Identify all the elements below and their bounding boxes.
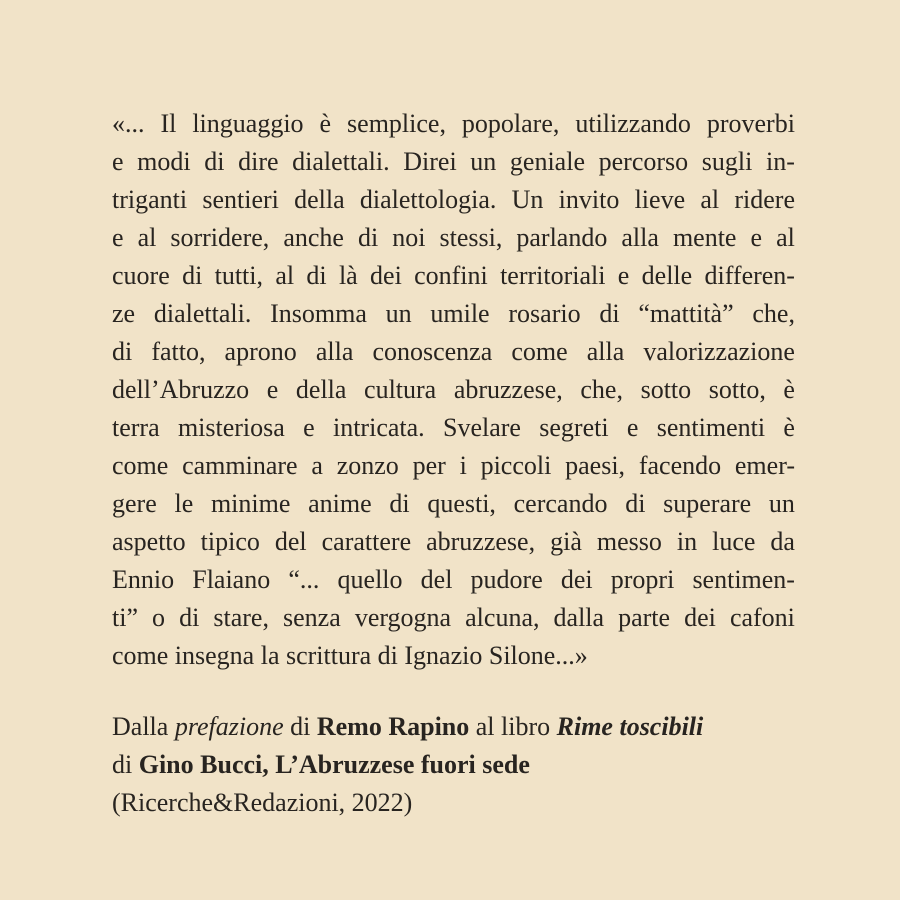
quote-word: cercando xyxy=(513,489,608,518)
quote-word: già xyxy=(550,527,582,556)
quote-word: dialettali. xyxy=(153,299,252,328)
quote-word: percorso xyxy=(598,147,689,176)
quote-word: è xyxy=(783,375,795,404)
quote-word: alcuna, xyxy=(465,603,540,632)
quote-word: triganti xyxy=(112,185,188,214)
quote-word: emer- xyxy=(734,451,795,480)
attribution-segment: Dalla xyxy=(112,712,175,741)
quote-word: proverbi xyxy=(706,109,795,138)
quote-word: dei xyxy=(684,603,716,632)
quote-word: dell’Abruzzo xyxy=(112,375,250,404)
quote-word: Direi xyxy=(403,147,457,176)
quote-word: modi xyxy=(137,147,191,176)
quote-word: e xyxy=(112,223,124,252)
quote-line xyxy=(112,485,795,523)
attribution-line xyxy=(112,784,812,822)
quote-word: superare xyxy=(663,489,752,518)
quote-word: della xyxy=(295,375,347,404)
quote-word: “mattità” xyxy=(638,299,734,328)
quote-word: in- xyxy=(765,147,795,176)
quote-word: fatto, xyxy=(151,337,206,366)
quote-word: linguaggio xyxy=(192,109,304,138)
quote-line xyxy=(112,561,795,599)
quote-word: sentimenti xyxy=(656,413,766,442)
quote-word: carattere xyxy=(321,527,412,556)
quote-word: alla xyxy=(621,223,659,252)
quote-word: luce xyxy=(712,527,756,556)
quote-word: di xyxy=(389,489,410,518)
quote-word: quello xyxy=(337,565,403,594)
quote-word: sorridere, xyxy=(170,223,270,252)
quote-word: come xyxy=(112,451,169,480)
quote-word: di xyxy=(179,603,200,632)
quote-word: cuore xyxy=(112,261,170,290)
quote-word: i xyxy=(459,451,467,480)
quote-word: Ennio xyxy=(112,565,175,594)
quote-line: come insegna la scrittura di Ignazio Silone...» xyxy=(112,641,588,670)
quote-word: Un xyxy=(511,185,544,214)
quote-word: propri xyxy=(610,565,675,594)
quote-word: segreti xyxy=(539,413,609,442)
quote-word: parte xyxy=(618,603,671,632)
quote-word: delle xyxy=(641,261,693,290)
quote-word: mente xyxy=(672,223,737,252)
quote-word: e xyxy=(266,375,279,404)
quote-word: territoriali xyxy=(500,261,606,290)
quote-word: abruzzese, xyxy=(426,527,536,556)
quote-word: questi, xyxy=(427,489,496,518)
quote-word: vergogna xyxy=(354,603,452,632)
quote-word: stessi, xyxy=(439,223,503,252)
quote-word: sotto, xyxy=(708,375,766,404)
quote-word: parlando xyxy=(516,223,608,252)
quote-word: messo xyxy=(596,527,662,556)
quote-word: o xyxy=(152,603,166,632)
quote-word: dei xyxy=(560,565,593,594)
quote-word: tipico xyxy=(200,527,260,556)
quote-word: al xyxy=(776,223,795,252)
quote-word: anche xyxy=(283,223,344,252)
quote-word: dire xyxy=(238,147,279,176)
quote-word: là xyxy=(338,261,358,290)
quote-word: Svelare xyxy=(442,413,521,442)
quote-word: di xyxy=(182,261,203,290)
quote-word: e xyxy=(750,223,763,252)
quote-word: da xyxy=(770,527,795,556)
quote-word: in xyxy=(676,527,698,556)
quote-word: popolare, xyxy=(461,109,560,138)
quote-word: e xyxy=(626,413,639,442)
quote-word: le xyxy=(174,489,194,518)
quote-word: di xyxy=(599,299,620,328)
quote-word: gere xyxy=(112,489,157,518)
quote-word: è xyxy=(783,413,795,442)
quote-word: senza xyxy=(283,603,341,632)
quote-word: e xyxy=(303,413,315,442)
quote-word: semplice, xyxy=(347,109,446,138)
attribution-segment: di xyxy=(112,750,139,779)
quote-line xyxy=(112,219,795,257)
quote-word: lieve xyxy=(634,185,686,214)
quote-word: sentimen- xyxy=(692,565,795,594)
quote-line xyxy=(112,447,795,485)
attribution-line xyxy=(112,708,812,746)
quote-word: dialettali. xyxy=(292,147,390,176)
quote-word: dalla xyxy=(553,603,605,632)
quote-word: noi xyxy=(392,223,426,252)
quote-word: aprono xyxy=(224,337,297,366)
quote-word: del xyxy=(420,565,453,594)
quote-word: pudore xyxy=(470,565,543,594)
attribution-segment: Gino Bucci, xyxy=(138,750,269,779)
quote-word: di xyxy=(357,223,379,252)
quote-word: valorizzazione xyxy=(643,337,795,366)
attribution-segment: prefazione xyxy=(174,712,284,741)
quote-word: conoscenza xyxy=(372,337,493,366)
quote-word: e xyxy=(112,147,124,176)
quote-word: ti” xyxy=(112,603,138,632)
quote-word: intricata. xyxy=(332,413,425,442)
quote-word: è xyxy=(319,109,332,138)
attribution-block xyxy=(112,708,812,822)
attribution-segment: al libro xyxy=(469,712,557,741)
quote-word: minime xyxy=(210,489,291,518)
quote-word: al xyxy=(700,185,720,214)
quote-word: alla xyxy=(586,337,625,366)
quote-word: camminare xyxy=(182,451,298,480)
quote-word: Il xyxy=(160,109,177,138)
quote-line xyxy=(112,523,795,561)
quote-word: dialettologia. xyxy=(359,185,497,214)
quote-word: facendo xyxy=(638,451,722,480)
quote-word: Insomma xyxy=(270,299,367,328)
quote-word: per xyxy=(412,451,446,480)
quote-word: ze xyxy=(112,299,136,328)
quote-word: piccoli xyxy=(480,451,552,480)
quote-word: del xyxy=(274,527,307,556)
quote-word: zonzo xyxy=(336,451,399,480)
quote-word: al xyxy=(275,261,295,290)
quote-word: abruzzese, xyxy=(453,375,563,404)
quote-word: e xyxy=(617,261,630,290)
quote-word: un xyxy=(385,299,412,328)
quote-word: terra xyxy=(112,413,160,442)
attribution-segment: di xyxy=(283,712,317,741)
quote-word: sotto xyxy=(640,375,692,404)
quote-word: di xyxy=(112,337,133,366)
quote-word: ridere xyxy=(734,185,795,214)
quote-line xyxy=(112,295,795,333)
quote-word: a xyxy=(311,451,323,480)
quote-word: di xyxy=(625,489,646,518)
quote-line xyxy=(112,143,795,181)
quote-word: sugli xyxy=(701,147,753,176)
quote-word: geniale xyxy=(509,147,585,176)
quote-word: sentieri xyxy=(202,185,279,214)
quote-word: di xyxy=(204,147,225,176)
quote-line xyxy=(112,181,795,219)
quote-word: Flaiano xyxy=(192,565,271,594)
quote-word: misteriosa xyxy=(177,413,285,442)
quote-word: che, xyxy=(580,375,623,404)
quote-word: differen- xyxy=(704,261,795,290)
attribution-segment: Remo Rapino xyxy=(316,712,470,741)
attribution-line xyxy=(112,746,812,784)
quote-word: tutti, xyxy=(214,261,264,290)
quote-word: paesi, xyxy=(565,451,626,480)
quote-line xyxy=(112,333,795,371)
quote-word: un xyxy=(470,147,497,176)
quote-word: confini xyxy=(414,261,488,290)
quote-word: un xyxy=(768,489,795,518)
quote-word: della xyxy=(294,185,345,214)
quote-line xyxy=(112,105,795,143)
quote-block xyxy=(112,105,795,675)
quote-word: rosario xyxy=(508,299,581,328)
quote-line xyxy=(112,257,795,295)
attribution-segment: Rime toscibili xyxy=(556,712,704,741)
quote-line xyxy=(112,409,795,447)
quote-word: aspetto xyxy=(112,527,186,556)
quote-word: al xyxy=(137,223,157,252)
quote-word: come xyxy=(511,337,568,366)
quote-line xyxy=(112,371,795,409)
quote-word: cultura xyxy=(364,375,437,404)
quote-word: dei xyxy=(370,261,402,290)
quote-word: di xyxy=(306,261,327,290)
quote-word: che, xyxy=(752,299,795,328)
quote-word: alla xyxy=(315,337,354,366)
quote-word: umile xyxy=(430,299,490,328)
quote-word: anime xyxy=(308,489,372,518)
quote-word: «... xyxy=(112,109,145,138)
quote-word: stare, xyxy=(213,603,269,632)
attribution-segment: (Ricerche&Redazioni, 2022) xyxy=(112,788,413,817)
quote-word: invito xyxy=(558,185,620,214)
quote-line xyxy=(112,599,795,637)
attribution-segment: L’Abruzzese fuori sede xyxy=(275,750,530,779)
quote-word: “... xyxy=(288,565,320,594)
quote-word: cafoni xyxy=(729,603,795,632)
quote-word: utilizzando xyxy=(575,109,691,138)
